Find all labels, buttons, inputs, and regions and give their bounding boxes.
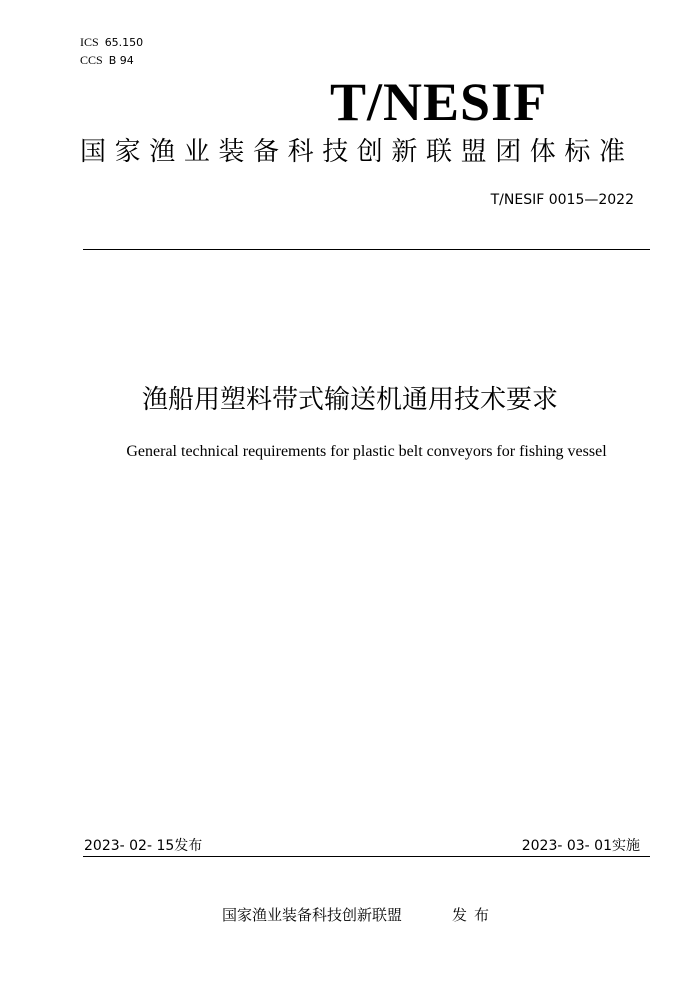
document-title-english: General technical requirements for plastic belt conveyors for fishing vessel <box>126 443 607 460</box>
ccs-code <box>80 52 134 69</box>
implementation-date: 2023- 03- 01实施 <box>521 838 640 854</box>
standard-logo: T/NESIF <box>330 72 548 132</box>
ics-code <box>80 34 143 51</box>
bottom-divider <box>83 856 650 857</box>
ics-label: ICS <box>80 35 99 49</box>
ccs-label: CCS <box>80 53 103 67</box>
document-title-chinese: 渔船用塑料带式输送机通用技术要求 <box>141 385 558 415</box>
ics-value: 65.150 <box>104 36 144 49</box>
ccs-value: B 94 <box>108 54 134 67</box>
alliance-standard-heading: 国家渔业装备科技创新联盟团体标准 <box>80 137 634 167</box>
issue-date: 2023- 02- 15发布 <box>84 838 203 854</box>
top-divider <box>83 249 650 250</box>
publisher-name: 国家渔业装备科技创新联盟 <box>222 906 403 924</box>
publish-label: 发布 <box>452 906 497 924</box>
standard-number: T/NESIF 0015—2022 <box>490 192 634 208</box>
